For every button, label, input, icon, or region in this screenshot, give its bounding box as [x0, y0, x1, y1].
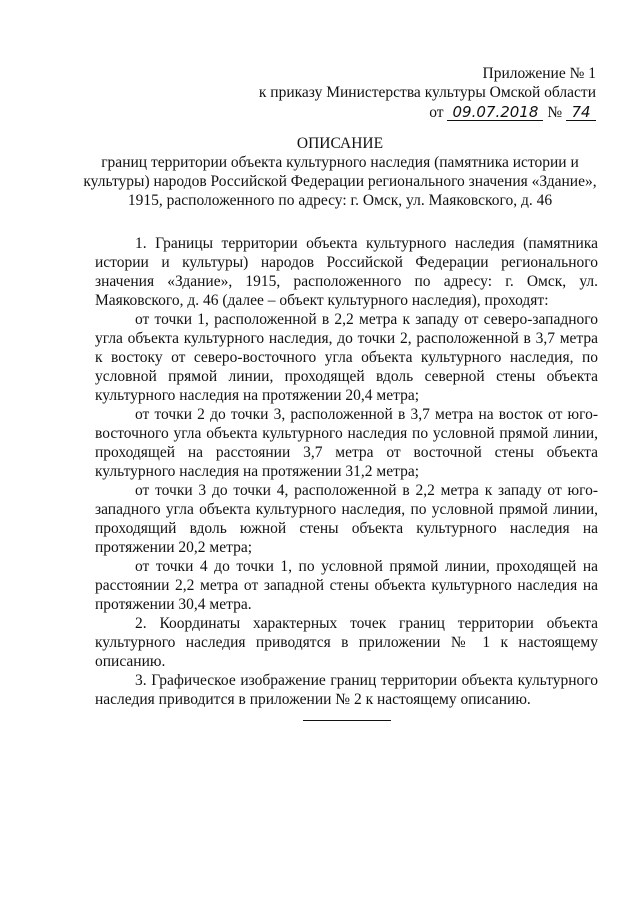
order-reference: к приказу Министерства культуры Омской области [258, 84, 596, 101]
number-prefix: № [547, 104, 563, 121]
paragraph: 1. Границы территории объекта культурного наследия (памятника истории и культуры) народов Российской Федерации регионального значения «Здание», 1915, расположенного по адресу: г. Омск, ул. Маяковского, д. 46 (далее – объект культурного наследия), проходят: [95, 235, 598, 309]
paragraph: 2. Координаты характерных точек границ территории объекта культурного наследия приводятся в приложении № 1 к настоящему описанию. [95, 615, 598, 670]
paragraph: 3. Графическое изображение границ территории объекта культурного наследия приводится в приложении № 2 к настоящему описанию. [95, 672, 598, 708]
appendix-label: Приложение № 1 [482, 65, 596, 82]
paragraph: от точки 2 до точки 3, расположенной в 3,7 метра на восток от юго-восточного угла объекта культурного наследия по условной прямой линии, проходящей на расстоянии 3,7 метра от восточной стены объекта культурного наследия на протяжении 31,2 метра; [95, 406, 598, 480]
title-heading: ОПИСАНИЕ [296, 135, 384, 152]
order-date-line [236, 103, 596, 122]
closing-divider [303, 720, 391, 721]
date-prefix: от [429, 104, 444, 121]
document-title [80, 134, 600, 210]
paragraph: от точки 3 до точки 4, расположенной в 2,2 метра к западу от юго-западного угла объекта культурного наследия, по условной прямой линии, проходящий вдоль южной стены объекта культурного наследия на протяжении 20,2 метра; [95, 482, 598, 556]
paragraph: от точки 1, расположенной в 2,2 метра к западу от северо-западного угла объекта культурного наследия, до точки 2, расположенной в 3,7 метра к востоку от северо-восточного угла объекта культурного наследия, по условной прямой линии, проходящей вдоль северной стены объекта культурного наследия на протяжении 20,4 метра; [95, 311, 598, 404]
appendix-header [236, 64, 596, 122]
document-body [95, 234, 598, 709]
order-number-handwritten: 74 [566, 104, 596, 121]
title-subtitle: границ территории объекта культурного наследия (памятника истории и культуры) народов Российской Федерации регионального значения «Здание», 1915, расположенного по адресу: г. Омск, ул. Маяковского, д. 46 [83, 154, 597, 209]
paragraph: от точки 4 до точки 1, по условной прямой линии, проходящей на расстоянии 2,2 метра от западной стены объекта культурного наследия на протяжении 30,4 метра. [95, 558, 598, 613]
order-date-handwritten: 09.07.2018 [447, 104, 543, 121]
